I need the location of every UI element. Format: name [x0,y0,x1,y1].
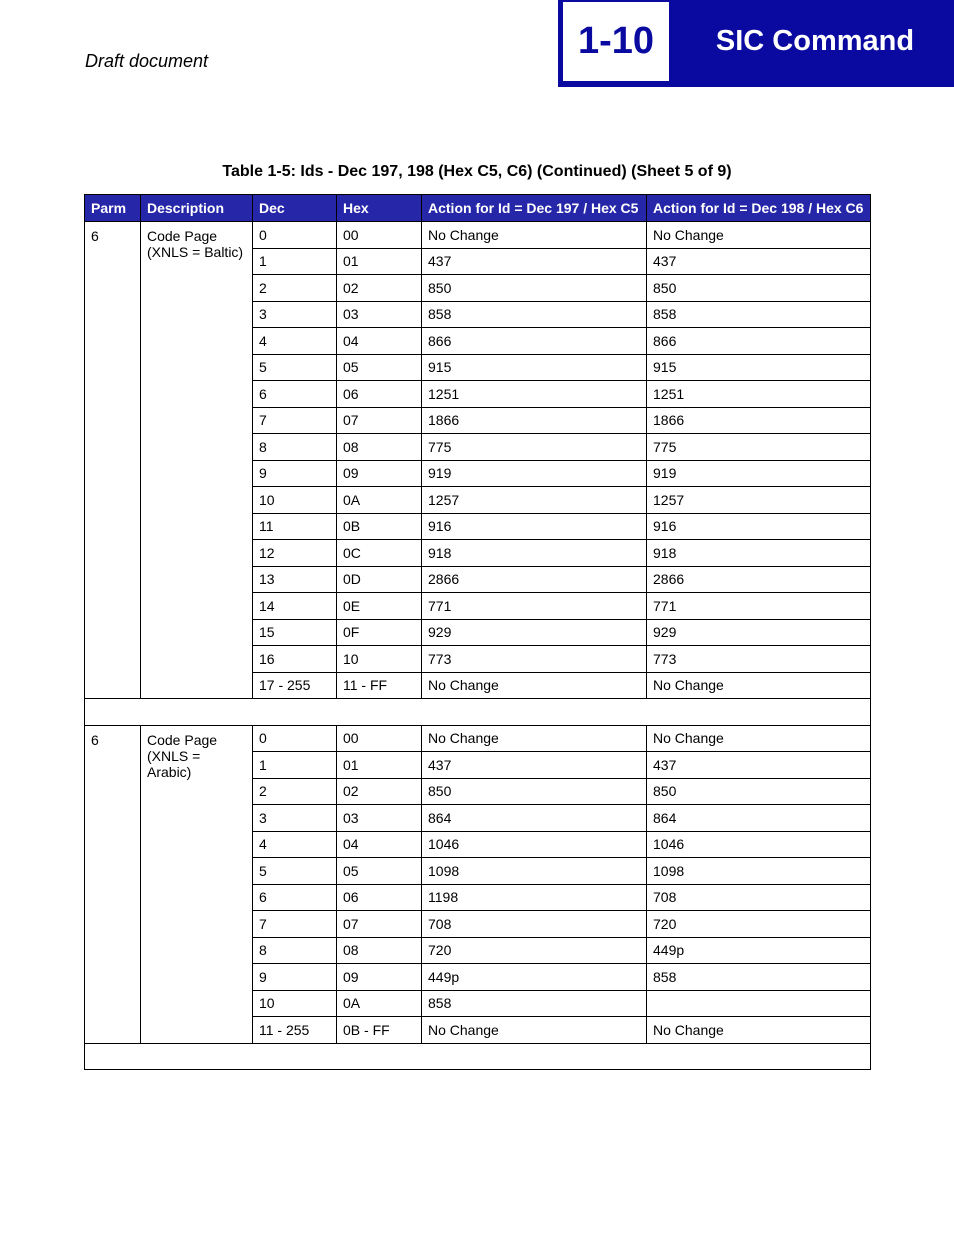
action-c5-cell: 449p [422,964,647,991]
action-c5-cell: No Change [422,1017,647,1044]
hex-cell: 06 [337,884,422,911]
action-c6-cell: 850 [647,275,871,302]
action-c6-cell: 773 [647,646,871,673]
action-c6-cell: 2866 [647,566,871,593]
dec-cell: 4 [253,328,337,355]
dec-cell: 8 [253,937,337,964]
data-table [84,194,871,1070]
action-c5-cell: 1098 [422,858,647,885]
dec-cell: 3 [253,805,337,832]
action-c6-cell: No Change [647,222,871,249]
dec-cell: 11 - 255 [253,1017,337,1044]
action-c6-cell: 437 [647,752,871,779]
dec-cell: 3 [253,301,337,328]
dec-cell: 1 [253,248,337,275]
action-c5-cell: No Change [422,222,647,249]
action-c6-cell [647,990,871,1017]
draft-label: Draft document [85,51,209,71]
hex-cell: 07 [337,911,422,938]
action-c6-cell: 864 [647,805,871,832]
action-c5-cell: 1866 [422,407,647,434]
action-c5-cell: 919 [422,460,647,487]
action-c6-cell: 850 [647,778,871,805]
dec-cell: 2 [253,778,337,805]
action-c6-cell: 916 [647,513,871,540]
dec-cell: 9 [253,460,337,487]
hex-cell: 00 [337,222,422,249]
action-c5-cell: 866 [422,328,647,355]
table-row [85,725,871,752]
action-c5-cell: 850 [422,275,647,302]
hex-cell: 04 [337,831,422,858]
column-header-hex: Hex [337,195,422,222]
description-cell: Code Page (XNLS = Baltic) [141,222,253,699]
action-c6-cell: 1257 [647,487,871,514]
dec-cell: 7 [253,407,337,434]
hex-cell: 0F [337,619,422,646]
action-c6-cell: 775 [647,434,871,461]
dec-cell: 0 [253,725,337,752]
action-c6-cell: 858 [647,301,871,328]
dec-cell: 0 [253,222,337,249]
hex-cell: 0C [337,540,422,567]
hex-cell: 0B - FF [337,1017,422,1044]
action-c6-cell: 1098 [647,858,871,885]
hex-cell: 09 [337,460,422,487]
column-header-description: Description [141,195,253,222]
dec-cell: 7 [253,911,337,938]
hex-cell: 11 - FF [337,672,422,699]
group-separator-row [85,1043,871,1070]
action-c5-cell: 771 [422,593,647,620]
action-c5-cell: 916 [422,513,647,540]
dec-cell: 12 [253,540,337,567]
action-c5-cell: 437 [422,248,647,275]
dec-cell: 11 [253,513,337,540]
hex-cell: 02 [337,778,422,805]
action-c5-cell: 858 [422,301,647,328]
column-header-parm: Parm [85,195,141,222]
dec-cell: 5 [253,354,337,381]
hex-cell: 02 [337,275,422,302]
action-c5-cell: 915 [422,354,647,381]
action-c6-cell: 720 [647,911,871,938]
hex-cell: 06 [337,381,422,408]
action-c6-cell: 929 [647,619,871,646]
action-c6-cell: 437 [647,248,871,275]
hex-cell: 08 [337,434,422,461]
action-c6-cell: 1866 [647,407,871,434]
dec-cell: 8 [253,434,337,461]
action-c5-cell: 1046 [422,831,647,858]
action-c5-cell: 1251 [422,381,647,408]
action-c5-cell: 773 [422,646,647,673]
section-title: SIC Command [715,24,915,57]
description-cell: Code Page (XNLS = Arabic) [141,725,253,1043]
dec-cell: 16 [253,646,337,673]
group-separator-row [85,699,871,726]
hex-cell: 0A [337,990,422,1017]
page-number: 1-10 [563,2,669,81]
action-c6-cell: 1046 [647,831,871,858]
action-c6-cell: 1251 [647,381,871,408]
action-c6-cell: 915 [647,354,871,381]
table-header-row [85,195,871,222]
hex-cell: 01 [337,248,422,275]
action-c5-cell: 2866 [422,566,647,593]
action-c6-cell: 919 [647,460,871,487]
hex-cell: 00 [337,725,422,752]
table-caption: Table 1-5: Ids - Dec 197, 198 (Hex C5, C6) (Continued) (Sheet 5 of 9) [222,163,732,180]
action-c5-cell: 708 [422,911,647,938]
dec-cell: 10 [253,487,337,514]
hex-cell: 10 [337,646,422,673]
action-c6-cell: No Change [647,1017,871,1044]
dec-cell: 10 [253,990,337,1017]
hex-cell: 04 [337,328,422,355]
hex-cell: 09 [337,964,422,991]
column-header-action-c6: Action for Id = Dec 198 / Hex C6 [647,195,871,222]
action-c5-cell: 929 [422,619,647,646]
parm-cell: 6 [85,222,141,699]
parm-cell: 6 [85,725,141,1043]
action-c6-cell: 449p [647,937,871,964]
action-c5-cell: 437 [422,752,647,779]
hex-cell: 0E [337,593,422,620]
action-c6-cell: 708 [647,884,871,911]
action-c5-cell: 775 [422,434,647,461]
dec-cell: 4 [253,831,337,858]
action-c5-cell: 1257 [422,487,647,514]
action-c5-cell: No Change [422,725,647,752]
hex-cell: 05 [337,354,422,381]
dec-cell: 6 [253,381,337,408]
hex-cell: 0A [337,487,422,514]
hex-cell: 03 [337,805,422,832]
dec-cell: 13 [253,566,337,593]
dec-cell: 6 [253,884,337,911]
hex-cell: 0D [337,566,422,593]
dec-cell: 1 [253,752,337,779]
action-c5-cell: 858 [422,990,647,1017]
separator-cell [85,1043,871,1070]
action-c5-cell: 864 [422,805,647,832]
dec-cell: 9 [253,964,337,991]
column-header-action-c5: Action for Id = Dec 197 / Hex C5 [422,195,647,222]
action-c5-cell: No Change [422,672,647,699]
separator-cell [85,699,871,726]
action-c5-cell: 1198 [422,884,647,911]
table-body [85,222,871,1070]
action-c5-cell: 918 [422,540,647,567]
hex-cell: 0B [337,513,422,540]
dec-cell: 14 [253,593,337,620]
hex-cell: 07 [337,407,422,434]
action-c6-cell: No Change [647,725,871,752]
action-c5-cell: 850 [422,778,647,805]
hex-cell: 05 [337,858,422,885]
action-c6-cell: 866 [647,328,871,355]
column-header-dec: Dec [253,195,337,222]
hex-cell: 01 [337,752,422,779]
hex-cell: 08 [337,937,422,964]
action-c6-cell: No Change [647,672,871,699]
dec-cell: 5 [253,858,337,885]
hex-cell: 03 [337,301,422,328]
table-row [85,222,871,249]
dec-cell: 15 [253,619,337,646]
action-c6-cell: 858 [647,964,871,991]
action-c6-cell: 918 [647,540,871,567]
action-c6-cell: 771 [647,593,871,620]
dec-cell: 2 [253,275,337,302]
dec-cell: 17 - 255 [253,672,337,699]
action-c5-cell: 720 [422,937,647,964]
